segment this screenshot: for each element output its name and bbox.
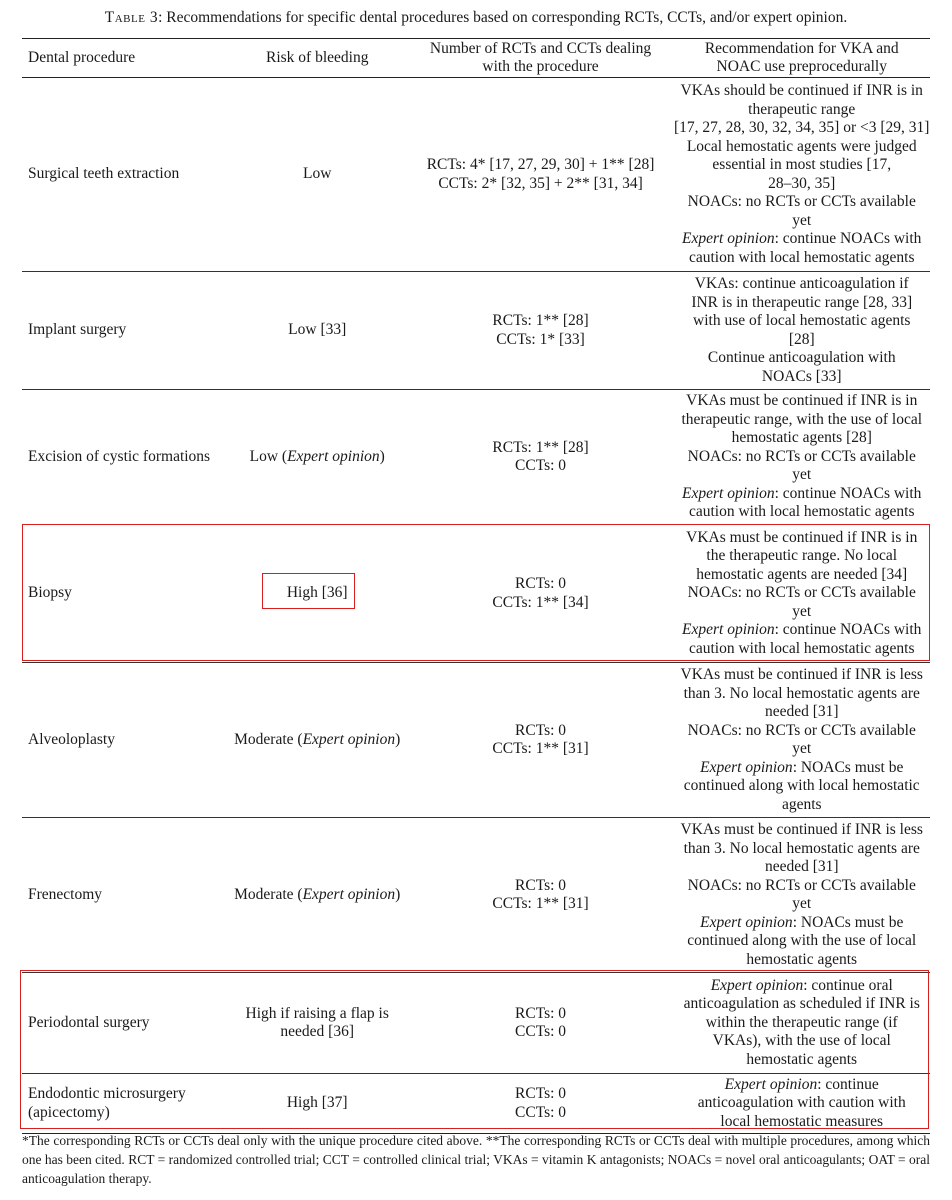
risk-cell: High [37]: [286, 1094, 348, 1112]
procedure-cell: Excision of cystic formations: [28, 447, 211, 465]
risk-cell: Low (Expert opinion): [249, 447, 385, 465]
table-footnote: *The corresponding RCTs or CCTs deal only with the unique procedure cited above. **The corresponding RCTs or CCTs deal with multiple procedures, among which one has been cited. RCT = randomized controlled trial; CCT = controlled clinical trial; VKAs = vitamin K antagonists; NOACs = novel oral anticoagulants; OAT = oral anticoagulation therapy.: [22, 1133, 930, 1186]
risk-cell: High if raising a flap is needed [36]: [245, 1004, 389, 1040]
recommendation-cell: Expert opinion: continue anticoagulation with caution with local hemostatic measures: [697, 1075, 906, 1130]
procedure-cell: Surgical teeth extraction: [28, 165, 180, 183]
recommendation-cell: VKAs: continue anticoagulation if INR is in therapeutic range [28, 33] with use of local hemostatic agents [28] Continue anticoagulation with NOACs [33]: [691, 275, 913, 385]
table-caption: [0, 8, 952, 28]
recommendation-cell: VKAs should be continued if INR is in therapeutic range [17, 27, 28, 30, 32, 34, 35] or <3 [29, 31] Local hemostatic agents were judged essential in most studies [17, 28–30, 35] NOACs: no RCTs or CCTs available yet Expert opinion: continue NOACs with caution with local hemostatic agents: [674, 82, 930, 266]
risk-cell: Moderate (Expert opinion): [234, 885, 401, 903]
highlight-box-periodontal-endodontic: [20, 970, 929, 1129]
studies-cell: RCTs: 0 CCTs: 1** [34]: [492, 575, 589, 611]
studies-cell: RCTs: 0 CCTs: 1** [31]: [492, 721, 589, 757]
studies-cell: RCTs: 1** [28] CCTs: 1* [33]: [492, 312, 589, 348]
table-row: [22, 78, 930, 272]
risk-cell: High [36]: [286, 584, 348, 602]
risk-cell: Moderate (Expert opinion): [234, 730, 401, 748]
recommendation-cell: VKAs must be continued if INR is in therapeutic range, with the use of local hemostatic agents [28] NOACs: no RCTs or CCTs available yet Expert opinion: continue NOACs with caution with local hemostatic agents: [681, 392, 923, 521]
studies-cell: RCTs: 0 CCTs: 0: [515, 1004, 567, 1040]
table-row: [22, 663, 930, 818]
header-dental-procedure: Dental procedure: [22, 39, 227, 78]
procedure-cell: Periodontal surgery: [28, 1013, 150, 1031]
procedure-cell: Implant surgery: [28, 321, 127, 339]
table-row: [22, 390, 930, 525]
studies-cell: RCTs: 0 CCTs: 1** [31]: [492, 876, 589, 912]
header-recommendation: Recommendation for VKA and NOAC use preprocedurally: [673, 39, 930, 78]
studies-cell: RCTs: 0 CCTs: 0: [515, 1085, 567, 1121]
header-risk-of-bleeding: Risk of bleeding: [227, 39, 408, 78]
table-label: Table 3: [104, 9, 159, 26]
procedure-cell: Frenectomy: [28, 885, 103, 903]
risk-cell: Low: [303, 165, 332, 183]
recommendation-cell: VKAs must be continued if INR is in the therapeutic range. No local hemostatic agents are needed [34] NOACs: no RCTs or CCTs available yet Expert opinion: continue NOACs with caution with local hemostatic agents: [682, 528, 922, 657]
procedure-cell: Endodontic microsurgery (apicectomy): [28, 1085, 186, 1121]
procedure-cell: Biopsy: [28, 584, 72, 602]
table-row: [22, 272, 930, 390]
recommendation-cell: VKAs must be continued if INR is less than 3. No local hemostatic agents are needed [31] NOACs: no RCTs or CCTs available yet Expert opinion: NOACs must be continued along with local hemostatic agents: [680, 666, 923, 813]
table-row: [22, 818, 930, 973]
studies-cell: RCTs: 4* [17, 27, 29, 30] + 1** [28] CCTs: 2* [32, 35] + 2** [31, 34]: [426, 156, 655, 192]
header-number-of-studies: Number of RCTs and CCTs dealing with the procedure: [408, 39, 674, 78]
risk-cell: Low [33]: [288, 321, 347, 339]
caption-text: : Recommendations for specific dental procedures based on corresponding RCTs, CCTs, and/or expert opinion.: [158, 9, 848, 26]
procedure-cell: Alveoloplasty: [28, 730, 115, 748]
recommendation-cell: Expert opinion: continue oral anticoagulation as scheduled if INR is within the therapeutic range (if VKAs), with the use of local hemostatic agents: [683, 976, 920, 1068]
studies-cell: RCTs: 1** [28] CCTs: 0: [492, 438, 589, 474]
recommendation-cell: VKAs must be continued if INR is less than 3. No local hemostatic agents are needed [31] NOACs: no RCTs or CCTs available yet Expert opinion: NOACs must be continued along with the use of local hemostatic agents: [680, 821, 923, 968]
highlight-box-biopsy-row: [22, 524, 930, 661]
header-row: [22, 39, 930, 78]
highlight-box-biopsy-risk: [262, 573, 355, 609]
